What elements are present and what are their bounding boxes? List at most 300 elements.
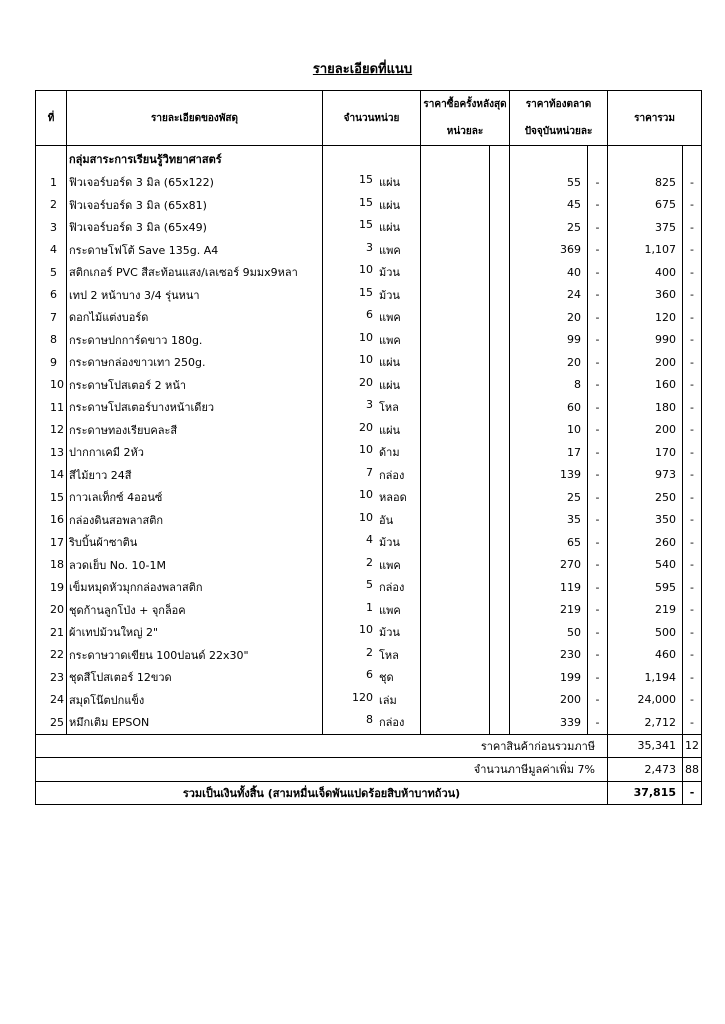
item-market-price-decimal: - [588, 599, 608, 622]
item-total-decimal: - [683, 711, 702, 734]
header-no: ที่ [36, 91, 67, 146]
item-description: กระดาษโปสเตอร์ 2 หน้า [67, 374, 323, 397]
item-market-price-decimal: - [588, 239, 608, 262]
item-total-decimal: - [683, 216, 702, 239]
items-table [35, 90, 702, 805]
item-no: 11 [36, 396, 67, 419]
table-row [36, 351, 702, 374]
item-quantity-wrap [323, 646, 420, 664]
item-description: เทป 2 หน้าบาง 3/4 รุ่นหนา [67, 284, 323, 307]
item-last-price [421, 441, 490, 464]
header-description: รายละเอียดของพัสดุ [67, 91, 323, 146]
item-last-price [421, 194, 490, 217]
item-last-price-decimal [490, 239, 510, 262]
item-quantity-wrap [323, 421, 420, 439]
item-total-decimal: - [683, 284, 702, 307]
item-quantity-unit: ด้าม [379, 446, 400, 460]
item-quantity-unit: แผ่น [379, 176, 401, 190]
item-last-price [421, 374, 490, 397]
item-total: 219 [608, 599, 683, 622]
item-description: ฟิวเจอร์บอร์ด 3 มิล (65x49) [67, 216, 323, 239]
table-row [36, 689, 702, 712]
item-last-price-decimal [490, 216, 510, 239]
item-quantity-number: 1 [366, 600, 373, 614]
item-quantity [323, 306, 421, 329]
item-quantity-number: 7 [366, 465, 373, 479]
item-total: 360 [608, 284, 683, 307]
table-row [36, 216, 702, 239]
item-quantity [323, 599, 421, 622]
item-total-decimal: - [683, 171, 702, 194]
item-quantity-wrap [323, 533, 420, 551]
item-last-price-decimal [490, 396, 510, 419]
header-last-price [421, 91, 510, 146]
item-total: 250 [608, 486, 683, 509]
item-total: 540 [608, 554, 683, 577]
header-quantity: จำนวนหน่วย [323, 91, 421, 146]
item-no: 9 [36, 351, 67, 374]
item-quantity-number: 2 [366, 555, 373, 569]
group-label: กลุ่มสาระการเรียนรู้วิทยาศาสตร์ [67, 146, 323, 172]
table-row [36, 666, 702, 689]
item-quantity-wrap [323, 466, 420, 484]
item-total: 595 [608, 576, 683, 599]
item-description: กาวเลเท็กซ์ 4ออนซ์ [67, 486, 323, 509]
item-quantity-unit: ชุด [379, 671, 394, 685]
item-total-decimal: - [683, 531, 702, 554]
item-quantity-wrap [323, 398, 420, 416]
item-no: 24 [36, 689, 67, 712]
item-last-price-decimal [490, 644, 510, 667]
item-no: 19 [36, 576, 67, 599]
item-quantity-unit: แพค [379, 558, 401, 572]
item-market-price: 24 [510, 284, 588, 307]
item-quantity-number: 10 [359, 263, 373, 277]
item-description: สติกเกอร์ PVC สีสะท้อนแสง/เลเซอร์ 9มมx9หลา [67, 261, 323, 284]
table-row [36, 306, 702, 329]
item-last-price-decimal [490, 171, 510, 194]
vat-label: จำนวนภาษีมูลค่าเพิ่ม 7% [36, 758, 608, 782]
item-quantity [323, 284, 421, 307]
item-no: 18 [36, 554, 67, 577]
item-quantity-unit: กล่อง [379, 716, 405, 730]
item-market-price-decimal: - [588, 396, 608, 419]
item-total: 400 [608, 261, 683, 284]
item-last-price-decimal [490, 194, 510, 217]
table-row [36, 711, 702, 734]
item-quantity-wrap [323, 376, 420, 394]
item-quantity-number: 20 [359, 375, 373, 389]
item-quantity-number: 15 [359, 285, 373, 299]
item-last-price-decimal [490, 509, 510, 532]
item-market-price-decimal: - [588, 554, 608, 577]
item-last-price-decimal [490, 284, 510, 307]
item-description: สมุดโน๊ตปกแข็ง [67, 689, 323, 712]
item-last-price-decimal [490, 329, 510, 352]
item-market-price: 8 [510, 374, 588, 397]
item-last-price [421, 599, 490, 622]
item-total: 200 [608, 351, 683, 374]
item-quantity-unit: แผ่น [379, 423, 401, 437]
item-quantity [323, 441, 421, 464]
item-no: 1 [36, 171, 67, 194]
item-quantity [323, 486, 421, 509]
item-last-price [421, 284, 490, 307]
group-market-price-dec-cell [588, 146, 608, 172]
item-total-decimal: - [683, 666, 702, 689]
item-quantity [323, 239, 421, 262]
item-last-price [421, 711, 490, 734]
item-market-price-decimal: - [588, 576, 608, 599]
item-no: 21 [36, 621, 67, 644]
table-row [36, 239, 702, 262]
item-quantity-unit: เล่ม [379, 693, 397, 707]
item-quantity [323, 666, 421, 689]
item-total: 2,712 [608, 711, 683, 734]
subtotal-row [36, 734, 702, 758]
item-total-decimal: - [683, 576, 702, 599]
item-market-price: 20 [510, 351, 588, 374]
item-total: 200 [608, 419, 683, 442]
item-no: 6 [36, 284, 67, 307]
item-market-price-decimal: - [588, 419, 608, 442]
item-total: 180 [608, 396, 683, 419]
item-quantity [323, 464, 421, 487]
item-total: 375 [608, 216, 683, 239]
table-row [36, 171, 702, 194]
table-row [36, 396, 702, 419]
item-last-price [421, 554, 490, 577]
item-total-decimal: - [683, 509, 702, 532]
item-quantity-wrap [323, 241, 420, 259]
item-last-price [421, 216, 490, 239]
item-last-price [421, 486, 490, 509]
group-no-cell [36, 146, 67, 172]
item-market-price: 119 [510, 576, 588, 599]
item-last-price [421, 576, 490, 599]
item-quantity [323, 171, 421, 194]
item-quantity [323, 509, 421, 532]
item-quantity-number: 5 [366, 578, 373, 592]
item-description: ปากกาเคมี 2หัว [67, 441, 323, 464]
item-last-price-decimal [490, 576, 510, 599]
item-quantity-unit: หลอด [379, 491, 407, 505]
item-no: 13 [36, 441, 67, 464]
item-description: กล่องดินสอพลาสติก [67, 509, 323, 532]
item-market-price-decimal: - [588, 284, 608, 307]
item-quantity-number: 10 [359, 623, 373, 637]
item-last-price-decimal [490, 374, 510, 397]
item-quantity-wrap [323, 668, 420, 686]
item-last-price [421, 419, 490, 442]
item-last-price [421, 464, 490, 487]
item-quantity [323, 396, 421, 419]
item-quantity-wrap [323, 511, 420, 529]
item-market-price: 45 [510, 194, 588, 217]
item-quantity-number: 15 [359, 218, 373, 232]
table-row [36, 194, 702, 217]
item-last-price-decimal [490, 486, 510, 509]
item-total-decimal: - [683, 351, 702, 374]
item-quantity-number: 10 [359, 443, 373, 457]
item-last-price [421, 531, 490, 554]
item-total: 460 [608, 644, 683, 667]
item-quantity [323, 711, 421, 734]
item-no: 8 [36, 329, 67, 352]
item-total-decimal: - [683, 194, 702, 217]
item-last-price-decimal [490, 306, 510, 329]
header-last-price-line2: หน่วยละ [446, 126, 484, 137]
table-row [36, 599, 702, 622]
table-row [36, 644, 702, 667]
table-row [36, 284, 702, 307]
item-last-price [421, 239, 490, 262]
item-total: 1,107 [608, 239, 683, 262]
item-market-price-decimal: - [588, 171, 608, 194]
item-quantity [323, 329, 421, 352]
item-last-price-decimal [490, 351, 510, 374]
item-total: 120 [608, 306, 683, 329]
item-market-price: 55 [510, 171, 588, 194]
item-total-decimal: - [683, 689, 702, 712]
item-last-price [421, 396, 490, 419]
item-quantity-number: 10 [359, 510, 373, 524]
item-market-price: 10 [510, 419, 588, 442]
item-no: 23 [36, 666, 67, 689]
item-no: 12 [36, 419, 67, 442]
item-no: 25 [36, 711, 67, 734]
table-row [36, 374, 702, 397]
item-no: 15 [36, 486, 67, 509]
item-market-price: 60 [510, 396, 588, 419]
item-market-price-decimal: - [588, 374, 608, 397]
item-description: ริบบิ้นผ้าซาติน [67, 531, 323, 554]
item-quantity-unit: แผ่น [379, 221, 401, 235]
item-total-decimal: - [683, 329, 702, 352]
item-last-price-decimal [490, 531, 510, 554]
item-last-price [421, 509, 490, 532]
item-quantity-number: 10 [359, 330, 373, 344]
subtotal-decimal: 12 [683, 734, 702, 758]
item-total-decimal: - [683, 554, 702, 577]
item-quantity-unit: แพค [379, 333, 401, 347]
item-quantity [323, 194, 421, 217]
item-total-decimal: - [683, 239, 702, 262]
item-market-price: 17 [510, 441, 588, 464]
item-quantity-wrap [323, 601, 420, 619]
item-quantity-number: 4 [366, 533, 373, 547]
item-market-price-decimal: - [588, 666, 608, 689]
item-last-price [421, 689, 490, 712]
item-quantity-number: 20 [359, 420, 373, 434]
vat-row [36, 758, 702, 782]
item-last-price [421, 621, 490, 644]
item-total: 825 [608, 171, 683, 194]
item-quantity-number: 120 [352, 690, 373, 704]
item-market-price-decimal: - [588, 306, 608, 329]
item-last-price [421, 351, 490, 374]
item-quantity-wrap [323, 286, 420, 304]
table-row [36, 464, 702, 487]
item-last-price [421, 171, 490, 194]
item-no: 7 [36, 306, 67, 329]
item-market-price: 25 [510, 486, 588, 509]
item-market-price-decimal: - [588, 509, 608, 532]
item-quantity-wrap [323, 488, 420, 506]
item-quantity-number: 10 [359, 353, 373, 367]
item-quantity [323, 261, 421, 284]
item-quantity [323, 351, 421, 374]
item-last-price-decimal [490, 464, 510, 487]
vat-decimal: 88 [683, 758, 702, 782]
item-total-decimal: - [683, 644, 702, 667]
item-total-decimal: - [683, 306, 702, 329]
item-description: ดอกไม้แต่งบอร์ด [67, 306, 323, 329]
item-quantity-wrap [323, 218, 420, 236]
item-quantity-wrap [323, 691, 420, 709]
table-row [36, 576, 702, 599]
item-quantity-unit: แพค [379, 243, 401, 257]
item-no: 20 [36, 599, 67, 622]
item-total: 990 [608, 329, 683, 352]
item-last-price-decimal [490, 599, 510, 622]
item-market-price: 25 [510, 216, 588, 239]
item-quantity-number: 15 [359, 195, 373, 209]
item-last-price-decimal [490, 666, 510, 689]
item-last-price-decimal [490, 621, 510, 644]
item-quantity-number: 6 [366, 308, 373, 322]
grand-total-value: 37,815 [608, 781, 683, 805]
item-quantity-unit: ม้วน [379, 626, 400, 640]
item-quantity-unit: ม้วน [379, 288, 400, 302]
item-quantity-wrap [323, 263, 420, 281]
item-total: 24,000 [608, 689, 683, 712]
item-market-price: 99 [510, 329, 588, 352]
item-market-price: 339 [510, 711, 588, 734]
item-market-price-decimal: - [588, 329, 608, 352]
item-total: 500 [608, 621, 683, 644]
item-description: กระดาษวาดเขียน 100ปอนด์ 22x30" [67, 644, 323, 667]
item-quantity-unit: กล่อง [379, 468, 405, 482]
item-last-price [421, 329, 490, 352]
header-market-price [510, 91, 608, 146]
group-last-price-dec-cell [490, 146, 510, 172]
item-quantity-unit: ม้วน [379, 536, 400, 550]
item-quantity [323, 374, 421, 397]
item-market-price: 35 [510, 509, 588, 532]
item-total-decimal: - [683, 464, 702, 487]
grand-total-label: รวมเป็นเงินทั้งสิ้น (สามหมื่นเจ็ดพันแปดร้อยสิบห้าบาทถ้วน) [36, 781, 608, 805]
item-total-decimal: - [683, 419, 702, 442]
table-row [36, 486, 702, 509]
item-no: 14 [36, 464, 67, 487]
grand-total-decimal: - [683, 781, 702, 805]
vat-value: 2,473 [608, 758, 683, 782]
item-quantity-wrap [323, 353, 420, 371]
item-description: กระดาษกล่องขาวเทา 250g. [67, 351, 323, 374]
item-no: 22 [36, 644, 67, 667]
item-market-price: 369 [510, 239, 588, 262]
item-market-price-decimal: - [588, 261, 608, 284]
header-last-price-line1: ราคาซื้อครั้งหลังสุด [423, 99, 507, 110]
item-quantity [323, 576, 421, 599]
item-quantity-number: 3 [366, 240, 373, 254]
table-row [36, 261, 702, 284]
item-market-price: 50 [510, 621, 588, 644]
item-description: หมึกเติม EPSON [67, 711, 323, 734]
item-quantity-number: 3 [366, 398, 373, 412]
item-quantity-unit: แผ่น [379, 198, 401, 212]
item-quantity-number: 10 [359, 488, 373, 502]
table-row [36, 441, 702, 464]
item-market-price-decimal: - [588, 711, 608, 734]
table-row [36, 329, 702, 352]
item-total-decimal: - [683, 374, 702, 397]
item-last-price-decimal [490, 711, 510, 734]
item-quantity-unit: ม้วน [379, 266, 400, 280]
item-total: 350 [608, 509, 683, 532]
item-quantity-wrap [323, 331, 420, 349]
item-market-price: 199 [510, 666, 588, 689]
item-market-price-decimal: - [588, 689, 608, 712]
item-quantity-wrap [323, 196, 420, 214]
item-last-price [421, 644, 490, 667]
item-last-price [421, 666, 490, 689]
item-quantity-unit: โหล [379, 401, 399, 415]
item-total: 973 [608, 464, 683, 487]
item-quantity-wrap [323, 578, 420, 596]
item-market-price-decimal: - [588, 441, 608, 464]
item-total: 160 [608, 374, 683, 397]
item-market-price: 40 [510, 261, 588, 284]
item-market-price-decimal: - [588, 194, 608, 217]
group-last-price-cell [421, 146, 490, 172]
item-no: 16 [36, 509, 67, 532]
item-last-price-decimal [490, 689, 510, 712]
item-quantity [323, 531, 421, 554]
item-quantity-wrap [323, 623, 420, 641]
item-description: กระดาษปกการ์ดขาว 180g. [67, 329, 323, 352]
item-market-price-decimal: - [588, 531, 608, 554]
item-quantity [323, 419, 421, 442]
item-market-price-decimal: - [588, 351, 608, 374]
item-total-decimal: - [683, 261, 702, 284]
table-row [36, 509, 702, 532]
group-total-dec-cell [683, 146, 702, 172]
page-title: รายละเอียดที่แนบ [312, 62, 413, 77]
item-market-price-decimal: - [588, 486, 608, 509]
item-no: 5 [36, 261, 67, 284]
item-market-price-decimal: - [588, 216, 608, 239]
item-description: กระดาษโฟโต้ Save 135g. A4 [67, 239, 323, 262]
item-market-price: 200 [510, 689, 588, 712]
group-qty-cell [323, 146, 421, 172]
item-market-price: 270 [510, 554, 588, 577]
header-row [36, 91, 702, 146]
item-quantity [323, 216, 421, 239]
group-row [36, 146, 702, 172]
item-last-price-decimal [490, 441, 510, 464]
group-total-cell [608, 146, 683, 172]
item-total: 1,194 [608, 666, 683, 689]
item-last-price-decimal [490, 419, 510, 442]
item-market-price: 230 [510, 644, 588, 667]
item-quantity [323, 621, 421, 644]
item-market-price: 20 [510, 306, 588, 329]
item-market-price-decimal: - [588, 644, 608, 667]
item-quantity-unit: แพค [379, 603, 401, 617]
item-quantity [323, 689, 421, 712]
